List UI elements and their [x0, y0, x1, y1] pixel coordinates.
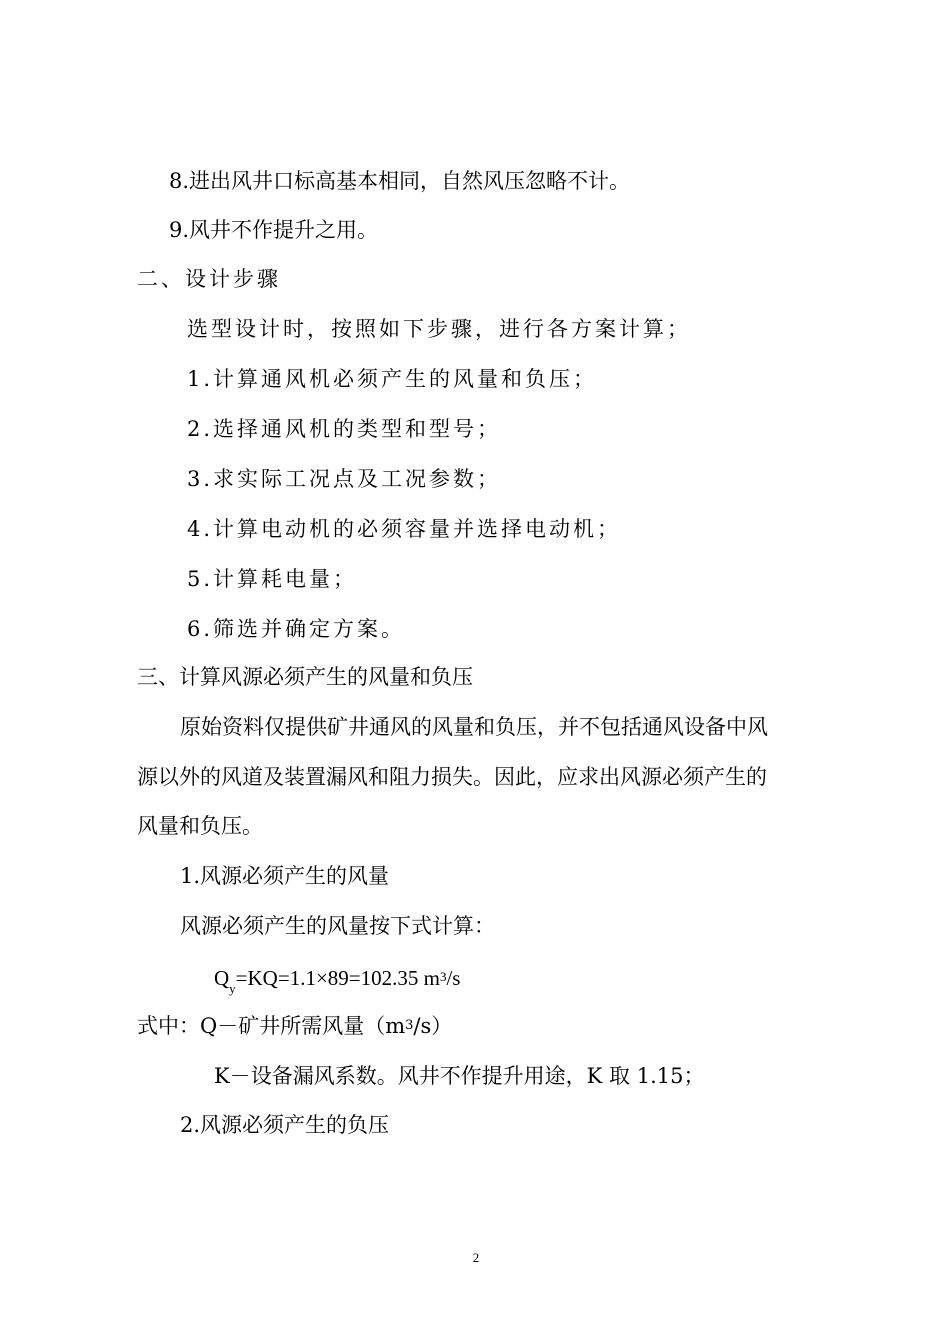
q-definition-text: 式中：Q－矿井所需风量（m — [137, 1014, 406, 1038]
formula-q: Q — [214, 966, 230, 990]
q-unit-superscript: 3 — [405, 1018, 414, 1033]
page-number: 2 — [472, 1250, 480, 1265]
subheading-1: 1.风源必须产生的风量 — [180, 864, 390, 888]
formula-unit-superscript: 3 — [439, 969, 447, 984]
section-heading-2: 二、设计步骤 — [137, 267, 281, 291]
step-5: 5.计算耗电量； — [187, 567, 358, 591]
paragraph-line-2: 源以外的风道及装置漏风和阻力损失。因此，应求出风源必须产生的 — [137, 765, 767, 789]
item-9: 9.风井不作提升之用。 — [169, 218, 379, 242]
step-2: 2.选择通风机的类型和型号； — [187, 417, 502, 441]
item-8: 8.进出风井口标高基本相同，自然风压忽略不计。 — [169, 169, 631, 193]
k-definition: K－设备漏风系数。风井不作提升用途，K 取 1.15； — [214, 1064, 705, 1088]
where-q-definition — [137, 1011, 452, 1045]
step-3: 3.求实际工况点及工况参数； — [187, 467, 502, 491]
step-6: 6.筛选并确定方案。 — [187, 617, 406, 641]
step-4: 4.计算电动机的必须容量并选择电动机； — [187, 517, 622, 541]
air-volume-formula — [214, 963, 460, 996]
step-1: 1.计算通风机必须产生的风量和负压； — [187, 367, 598, 391]
formula-unit-end: /s — [446, 966, 461, 990]
formula-expression: =KQ=1.1×89=102.35 m — [235, 966, 440, 990]
steps-intro: 选型设计时，按照如下步骤，进行各方案计算； — [187, 317, 691, 341]
paragraph-line-3: 风量和负压。 — [137, 814, 263, 838]
subheading-2: 2.风源必须产生的负压 — [180, 1113, 390, 1137]
paragraph-line-1: 原始资料仅提供矿井通风的风量和负压，并不包括通风设备中风 — [180, 715, 768, 739]
section-heading-3: 三、计算风源必须产生的风量和负压 — [137, 665, 473, 689]
q-unit-end: /s） — [413, 1014, 453, 1038]
formula-subscript: y — [229, 981, 236, 996]
calc-intro: 风源必须产生的风量按下式计算： — [180, 914, 495, 938]
